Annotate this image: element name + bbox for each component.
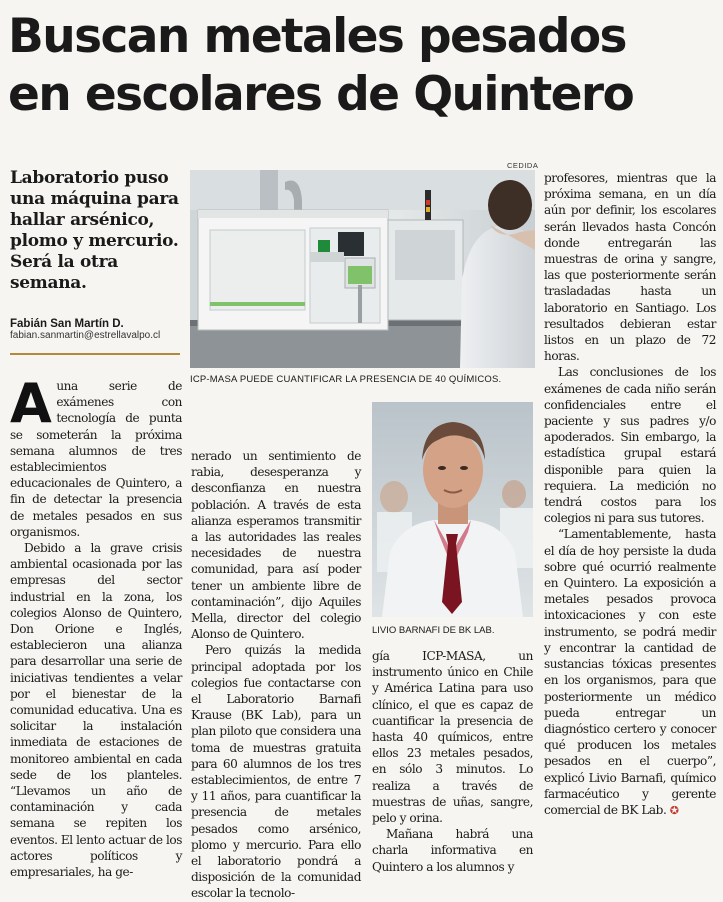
paragraph-3: nerado un sentimiento de rabia, desesperanza y desconfianza en nuestra población. A través de esta alianza esperamos transmitir a las autoridades las reales necesidades de nuestra comunidad, para así poder tener un ambiente libre de contaminación”, dijo Aquiles Mella, director del colegio Alonso de Quintero.: [191, 449, 361, 642]
paragraph-9: “Lamentablemente, hasta el día de hoy persiste la duda sobre qué ocurrió realmente en Quintero. La exposición a metales pesados provoca intoxicaciones y con este instrumento, se podrá medir y encontrar la cantidad de sustancias tóxicas presentes en los organismos, para que posteriormente un médico pueda entregar un diagnóstico certero y conocer qué producen los metales pesados en el cuerpo”, explicó Livio Barnafi, químico farmacéutico y gerente comercial de BK Lab.: [544, 527, 716, 817]
paragraph-5: gía ICP-MASA, un instrumento único en Chile y América Latina para uso clínico, el que es capaz de cuantificar la presencia de hasta 40 químicos, entre ellos 23 metales pesados, en sólo 3 minutos. Lo realiza a través de muestras de uñas, sangre, pelo y orina.: [372, 649, 533, 826]
article-column-2: [191, 448, 361, 902]
byline-divider: [10, 353, 180, 355]
paragraph-6: Mañana habrá una charla informativa en Quintero a los alumnos y: [372, 827, 533, 874]
paragraph-4: Pero quizás la medida principal adoptada por los colegios fue contactarse con el Laboratorio Barnafi Krause (BK Lab), para un plan piloto que considera una toma de muestras gratuita para 60 alumnos de los tres establecimientos, de entre 7 y 11 años, para cuantificar la presencia de metales pesados como arsénico, plomo y mercurio. Para ello el laboratorio pondrá a disposición de la comunidad escolar la tecnolo-: [191, 643, 361, 901]
paragraph-2: Debido a la grave crisis ambiental ocasionada por las empresas del sector industrial en la zona, los colegios Alonso de Quintero, Don Orione e Inglés, establecieron una alianza para desarrollar una serie de iniciativas tendientes a velar por el bienestar de la comunidad educativa. Una es solicitar la instalación inmediata de estaciones de monitoreo ambiental en cada sede de los planteles. “Llevamos un año de contaminación y cada semana se repiten los eventos. El lento actuar de los actores políticos y empresariales, ha ge-: [10, 541, 182, 880]
paragraph-7: profesores, mientras que la próxima semana, en un día aún por definir, los escolares serán llevados hasta Concón donde entregarán las muestras de orina y sangre, las que posteriormente serán trasladadas hasta un laboratorio en Santiago. Los resultados debieran estar listos en un plazo de 72 horas.: [544, 171, 716, 364]
headline-line-2: en escolares de Quintero: [8, 67, 634, 122]
portrait-photo: [372, 402, 533, 617]
byline: [10, 318, 185, 341]
portrait-photo-caption: LIVIO BARNAFI DE BK LAB.: [372, 625, 495, 636]
paragraph-8: Las conclusiones de los exámenes de cada niño serán confidenciales entre el paciente y sus padres y/o apoderados. Sin embargo, la estadística grupal estará disponible para quien la requiera. La medición no tendrá costos para los colegios ni para sus tutores.: [544, 365, 716, 526]
article-column-3: [372, 648, 533, 875]
photo-credit: CEDIDA: [507, 161, 539, 170]
end-mark-icon: ✪: [669, 803, 679, 817]
headline-line-1: Buscan metales pesados: [8, 9, 626, 64]
author-name: Fabián San Martín D.: [10, 318, 124, 330]
lab-machine-photo: [190, 170, 535, 368]
article-column-1: [10, 372, 182, 880]
headline: [8, 8, 718, 124]
paragraph-1: una serie de exámenes con tecnología de punta se someterán la próxima semana alumnos de tres establecimientos educacionales de Quintero, a fin de detectar la presencia de metales pesados en sus organismos.: [10, 379, 182, 539]
machine-photo-caption: ICP-MASA PUEDE CUANTIFICAR LA PRESENCIA DE 40 QUÍMICOS.: [190, 374, 502, 385]
article-column-4: [544, 170, 716, 819]
deck-subtitle: Laboratorio puso una máquina para hallar arsénico, plomo y mercurio. Será la otra semana.: [10, 168, 179, 293]
drop-cap: A: [10, 372, 52, 435]
author-email: fabian.sanmartin@estrellavalpo.cl: [10, 330, 161, 341]
